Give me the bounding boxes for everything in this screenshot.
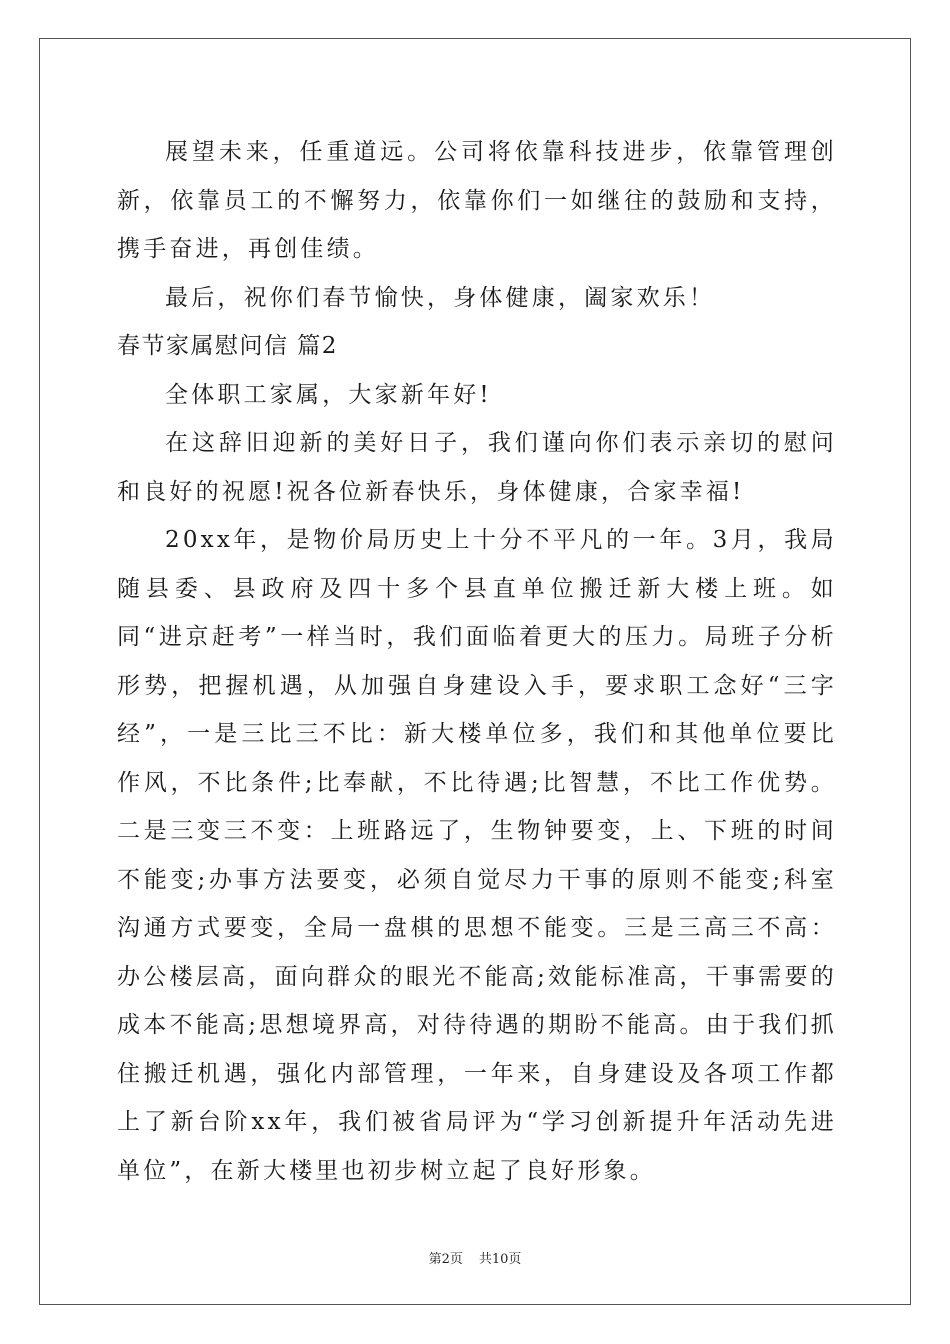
section-heading: 春节家属慰问信 篇2 <box>117 333 338 359</box>
page-footer <box>0 1248 950 1267</box>
paragraph-outlook: 展望未来，任重道远。公司将依靠科技进步，依靠管理创新，依靠员工的不懈努力，依靠你们一如继往的鼓励和支持，携手奋进，再创佳绩。 <box>117 139 837 262</box>
paragraph-greeting: 全体职工家属，大家新年好! <box>165 381 492 408</box>
paragraph-year-review: 20xx年，是物价局历史上十分不平凡的一年。3月，我局随县委、县政府及四十多个县直单位搬迁新大楼上班。如同“进京赶考”一样当时，我们面临着更大的压力。局班子分析形势，把握机遇，从加强自身建设入手，要求职工念好“三字经”，一是三比三不比：新大楼单位多，我们和其他单位要比作风，不比条件;比奉献，不比待遇;比智慧，不比工作优势。二是三变三不变：上班路远了，生物钟要变，上、下班的时间不能变;办事方法要变，必须自觉尽力干事的原则不能变;科室沟通方式要变，全局一盘棋的思想不能变。三是三高三不高：办公楼层高，面向群众的眼光不能高;效能标准高，干事需要的成本不能高;思想境界高，对待待遇的期盼不能高。由于我们抓住搬迁机遇，强化内部管理，一年来，自身建设及各项工作都上了新台阶xx年，我们被省局评为“学习创新提升年活动先进单位”，在新大楼里也初步树立起了良好形象。 <box>117 527 837 1184</box>
paragraph-wishes: 在这辞旧迎新的美好日子，我们谨向你们表示亲切的慰问和良好的祝愿!祝各位新春快乐，身体健康，合家幸福! <box>117 430 837 505</box>
page-number: 第2页 <box>428 1252 463 1267</box>
document-body <box>117 128 837 1195</box>
paragraph-closing-wishes: 最后，祝你们春节愉快，身体健康，阖家欢乐！ <box>165 284 716 311</box>
page-total: 共10页 <box>478 1252 522 1267</box>
